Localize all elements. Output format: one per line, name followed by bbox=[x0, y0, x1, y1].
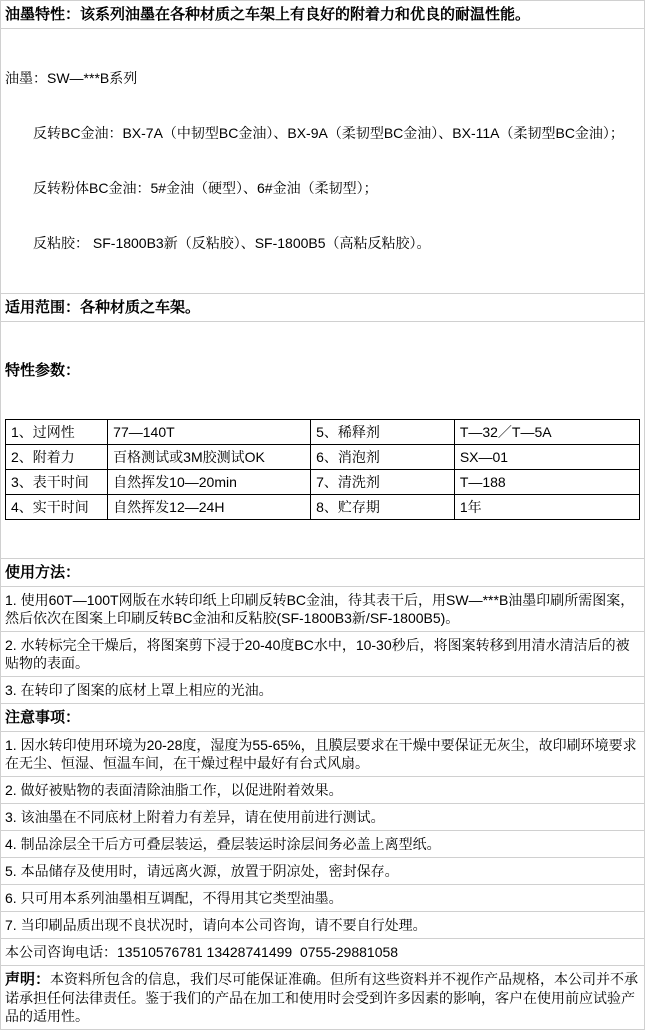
param-value: T—188 bbox=[454, 470, 639, 495]
declaration-section bbox=[1, 966, 644, 1030]
table-row bbox=[6, 445, 640, 470]
parameters-heading: 特性参数： bbox=[5, 362, 81, 379]
contact-phone-line: 本公司咨询电话：13510576781 13428741499 0755-29881058 bbox=[1, 939, 644, 966]
ink-series-intro: 油墨：SW—***B系列 bbox=[5, 70, 138, 86]
param-label: 1、过网性 bbox=[6, 420, 108, 445]
param-value: 1年 bbox=[454, 495, 639, 520]
param-label: 4、实干时间 bbox=[6, 495, 108, 520]
declaration-text: 本资料所包含的信息，我们尽可能保证准确。但所有这些资料并不视作产品规格，本公司并不承诺承担任何法律责任。鉴于我们的产品在加工和使用时会受到许多因素的影响，客户在使用前应试验产品的适用性。 bbox=[5, 971, 639, 1024]
ink-series-line-bc-gold: 反转BC金油：BX-7A（中韧型BC金油）、BX-9A（柔韧型BC金油）、BX-11A（柔韧型BC金油）； bbox=[33, 125, 624, 141]
param-label: 7、清洗剂 bbox=[311, 470, 455, 495]
param-label: 5、稀释剂 bbox=[311, 420, 455, 445]
ink-series-section bbox=[1, 29, 644, 294]
usage-step-1: 1. 使用60T—100T网版在水转印纸上印刷反转BC金油，待其表干后，用SW—***B油墨印刷所需图案，然后依次在图案上印刷反转BC金油和反粘胶(SF-1800B3新/SF-1800B5)。 bbox=[1, 587, 644, 632]
param-label: 6、消泡剂 bbox=[311, 445, 455, 470]
param-value: T—32／T—5A bbox=[454, 420, 639, 445]
note-item-3: 3. 该油墨在不同底材上附着力有差异，请在使用前进行测试。 bbox=[1, 804, 644, 831]
ink-series-line-powder-bc-gold: 反转粉体BC金油：5#金油（硬型）、6#金油（柔韧型）； bbox=[33, 180, 378, 196]
param-label: 8、贮存期 bbox=[311, 495, 455, 520]
note-item-5: 5. 本品储存及使用时，请远离火源，放置于阴凉处，密封保存。 bbox=[1, 858, 644, 885]
param-value: 自然挥发10—20min bbox=[108, 470, 311, 495]
param-value: 百格测试或3M胶测试OK bbox=[108, 445, 311, 470]
ink-series-line-adhesive: 反粘胶： SF-1800B3新（反粘胶）、SF-1800B5（高粘反粘胶）。 bbox=[33, 235, 431, 251]
declaration-label: 声明： bbox=[5, 971, 51, 988]
usage-step-3: 3. 在转印了图案的底材上罩上相应的光油。 bbox=[1, 677, 644, 704]
usage-method-heading: 使用方法： bbox=[1, 559, 644, 587]
parameters-section bbox=[1, 322, 644, 559]
param-value: 77—140T bbox=[108, 420, 311, 445]
table-row bbox=[6, 495, 640, 520]
param-value: SX—01 bbox=[454, 445, 639, 470]
note-item-2: 2. 做好被贴物的表面清除油脂工作，以促进附着效果。 bbox=[1, 777, 644, 804]
param-label: 2、附着力 bbox=[6, 445, 108, 470]
table-row bbox=[6, 470, 640, 495]
parameters-table bbox=[5, 419, 640, 520]
ink-characteristics-heading: 油墨特性：该系列油墨在各种材质之车架上有良好的附着力和优良的耐温性能。 bbox=[1, 1, 644, 29]
notes-heading: 注意事项： bbox=[1, 704, 644, 732]
applicable-scope: 适用范围：各种材质之车架。 bbox=[1, 294, 644, 322]
note-item-1: 1. 因水转印使用环境为20-28度，湿度为55-65%，且膜层要求在干燥中要保证无灰尘，故印刷环境要求在无尘、恒湿、恒温车间，在干燥过程中最好有台式风扇。 bbox=[1, 732, 644, 777]
note-item-6: 6. 只可用本系列油墨相互调配，不得用其它类型油墨。 bbox=[1, 885, 644, 912]
usage-step-2: 2. 水转标完全干燥后，将图案剪下浸于20-40度BC水中，10-30秒后，将图案转移到用清水清洁后的被贴物的表面。 bbox=[1, 632, 644, 677]
param-value: 自然挥发12—24H bbox=[108, 495, 311, 520]
note-item-4: 4. 制品涂层全干后方可叠层装运，叠层装运时涂层间务必盖上离型纸。 bbox=[1, 831, 644, 858]
param-label: 3、表干时间 bbox=[6, 470, 108, 495]
note-item-7: 7. 当印刷品质出现不良状况时，请向本公司咨询，请不要自行处理。 bbox=[1, 912, 644, 939]
table-row bbox=[6, 420, 640, 445]
